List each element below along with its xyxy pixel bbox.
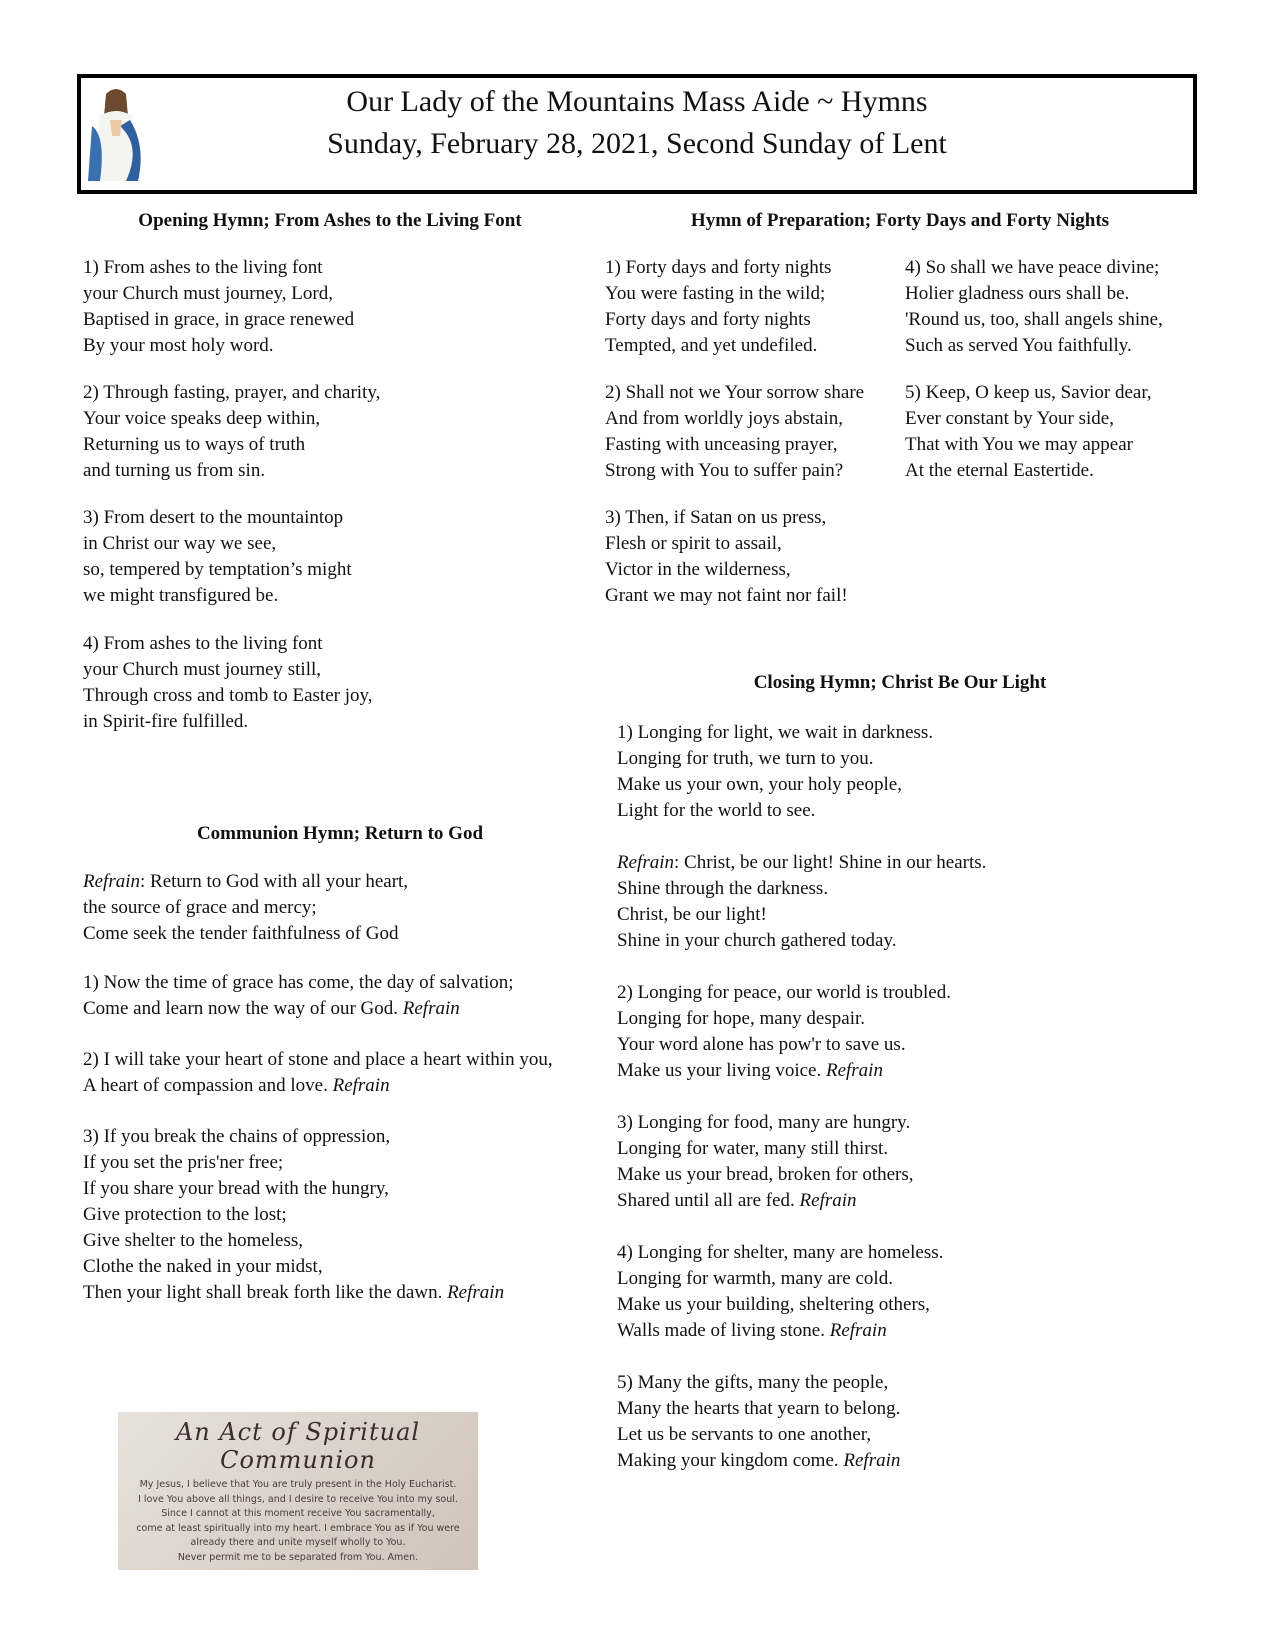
opening-verse-3: 3) From desert to the mountaintop in Christ our way we see, so, tempered by temptation’s might we might transfigured be. [83, 507, 352, 606]
preparation-verse-3: 3) Then, if Satan on us press, Flesh or spirit to assail, Victor in the wilderness, Grant we may not faint nor fail! [605, 507, 848, 606]
communion-refrain: Refrain: Return to God with all your heart, the source of grace and mercy; Come seek the tender faithfulness of God [83, 871, 409, 944]
closing-verse-3: 3) Longing for food, many are hungry. Longing for water, many still thirst. Make us your bread, broken for others, Shared until all are fed. Refrain [617, 1112, 914, 1211]
closing-refrain: Refrain: Christ, be our light! Shine in our hearts. Shine through the darkness. Christ, be our light! Shine in your church gathered today. [617, 852, 987, 951]
closing-verse-2: 2) Longing for peace, our world is troubled. Longing for hope, many despair. Your word alone has pow'r to save us. Make us your living voice. Refrain [617, 982, 951, 1081]
communion-hymn-title: Communion Hymn; Return to God [196, 823, 484, 844]
opening-hymn-title: Opening Hymn; From Ashes to the Living Font [138, 210, 522, 231]
communion-verse-2: 2) I will take your heart of stone and place a heart within you, A heart of compassion and love. Refrain [83, 1049, 553, 1096]
opening-verse-2: 2) Through fasting, prayer, and charity, Your voice speaks deep within, Returning us to ways of truth and turning us from sin. [83, 382, 381, 481]
closing-verse-5: 5) Many the gifts, many the people, Many the hearts that yearn to belong. Let us be servants to one another, Making your kingdom come. Refrain [617, 1372, 901, 1471]
preparation-hymn-title: Hymn of Preparation; Forty Days and Forty Nights [690, 210, 1110, 231]
closing-hymn-title: Closing Hymn; Christ Be Our Light [753, 672, 1047, 693]
communion-verse-1: 1) Now the time of grace has come, the day of salvation; Come and learn now the way of our God. Refrain [83, 972, 514, 1019]
spiritual-communion-line: come at least spiritually into my heart. I embrace You as if You were [136, 1522, 460, 1534]
header-date: Sunday, February 28, 2021, Second Sunday of Lent [327, 127, 947, 160]
spiritual-communion-line: Since I cannot at this moment receive You sacramentally, [161, 1508, 435, 1519]
preparation-verse-5: 5) Keep, O keep us, Savior dear, Ever constant by Your side, That with You we may appear At the eternal Eastertide. [905, 382, 1152, 481]
spiritual-communion-line: I love You above all things, and I desire to receive You into my soul. [138, 1493, 458, 1505]
opening-verse-1: 1) From ashes to the living font your Church must journey, Lord, Baptised in grace, in grace renewed By your most holy word. [83, 257, 355, 356]
header-box [77, 74, 1197, 194]
preparation-verse-2: 2) Shall not we Your sorrow share And from worldly joys abstain, Fasting with unceasing prayer, Strong with You to suffer pain? [605, 382, 865, 481]
closing-verse-4: 4) Longing for shelter, many are homeless. Longing for warmth, many are cold. Make us your building, sheltering others, Walls made of living stone. Refrain [617, 1242, 944, 1341]
spiritual-communion-line: My Jesus, I believe that You are truly present in the Holy Eucharist. [139, 1479, 457, 1490]
opening-verse-4: 4) From ashes to the living font your Church must journey still, Through cross and tomb to Easter joy, in Spirit-fire fulfilled. [83, 633, 373, 732]
spiritual-communion-title: An Act of Spiritual Communion [175, 1418, 421, 1474]
header-title: Our Lady of the Mountains Mass Aide ~ Hymns [346, 85, 928, 118]
spiritual-communion-card [118, 1412, 478, 1570]
preparation-verse-1: 1) Forty days and forty nights You were fasting in the wild; Forty days and forty nights Tempted, and yet undefiled. [605, 257, 832, 356]
communion-verse-3: 3) If you break the chains of oppression, If you set the pris'ner free; If you share your bread with the hungry, Give protection to the lost; Give shelter to the homeless, Clothe the naked in your midst, Then your light shall break forth like the dawn. Refrain [83, 1126, 505, 1303]
spiritual-communion-line: already there and unite myself wholly to You. [190, 1537, 406, 1548]
closing-verse-1: 1) Longing for light, we wait in darkness. Longing for truth, we turn to you. Make us your own, your holy people, Light for the world to see. [617, 722, 934, 821]
spiritual-communion-line: Never permit me to be separated from You. Amen. [177, 1551, 419, 1563]
preparation-verse-4: 4) So shall we have peace divine; Holier gladness ours shall be. 'Round us, too, shall angels shine, Such as served You faithfully. [905, 257, 1163, 356]
